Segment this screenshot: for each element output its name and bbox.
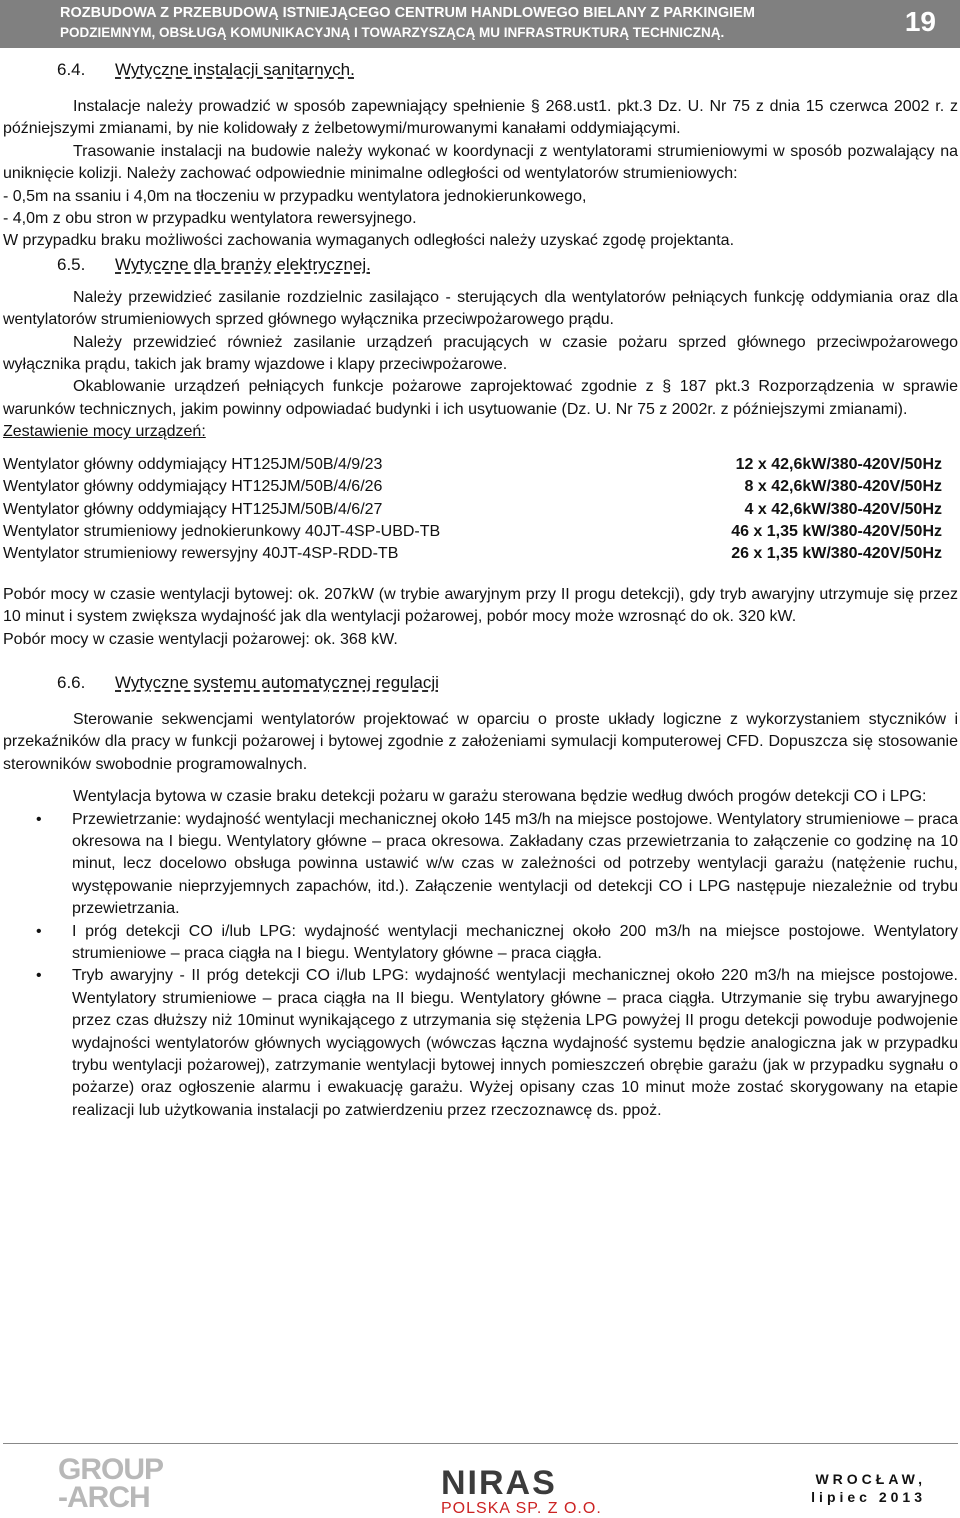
paragraph: Instalacje należy prowadzić w sposób zapewniający spełnienie § 268.ust1. pkt.3 Dz. U. Nr 75 z dnia 15 czerwca 2002 r. z późniejszymi zmianami, by nie kolidowały z żelbetowymi/murowanymi kanałami oddymiającymi. bbox=[3, 98, 958, 138]
bullet-icon: • bbox=[36, 810, 42, 828]
power-table bbox=[3, 454, 958, 566]
logo-text: GROUP bbox=[58, 1453, 164, 1486]
section-heading-6-6 bbox=[3, 671, 958, 695]
document-body bbox=[3, 58, 958, 1122]
device-power: 26 x 1,35 kW/380-420V/50Hz bbox=[731, 545, 942, 563]
city-name: WROCŁAW, bbox=[815, 1471, 926, 1487]
list-item-text: Przewietrzanie: wydajność wentylacji mechanicznej około 145 m3/h na miejsce postojowe. Wentylatory strumieniowe – praca okresowa na I biegu. Wentylatory główne – praca okresowa. Zakładany czas przewietrzania to załączenie co godzinę na 10 minut, lecz docelowo obsługa powinna ustawić w/w czas w zależności od potrzeby wentylacji garażu (natężenie ruchu, występowanie nieprzyjemnych zapachów, itd.). Załączenie wentylacji od detekcji CO i LPG następuje niezależnie od trybu przewietrzania. bbox=[72, 810, 958, 918]
paragraph: Wentylacja bytowa w czasie braku detekcji pożaru w garażu sterowana będzie według dwóch progów detekcji CO i LPG: bbox=[73, 788, 927, 806]
logo-text: NIRAS bbox=[441, 1464, 557, 1502]
header-title bbox=[60, 3, 880, 43]
footer-divider bbox=[3, 1443, 958, 1444]
device-name: Wentylator główny oddymiający HT125JM/50B/4/6/26 bbox=[3, 478, 383, 496]
device-power: 8 x 42,6kW/380-420V/50Hz bbox=[744, 478, 942, 496]
paragraph: Pobór mocy w czasie wentylacji pożarowej: ok. 368 kW. bbox=[3, 630, 398, 648]
logo-subtext: POLSKA SP. Z O.O. bbox=[441, 1500, 602, 1517]
page-number: 19 bbox=[904, 6, 936, 37]
section-title: Wytyczne dla branży elektrycznej. bbox=[115, 254, 371, 274]
paragraph: Należy przewidzieć zasilanie rozdzielnic zasilająco - sterujących dla wentylatorów pełniących funkcję oddymiania oraz dla wentylatorów strumieniowych sprzed głównego wyłącznika przeciwpożarowego prądu. bbox=[3, 288, 958, 329]
device-name: Wentylator główny oddymiający HT125JM/50B/4/9/23 bbox=[3, 455, 383, 473]
paragraph: Pobór mocy w czasie wentylacji bytowej: ok. 207kW (w trybie awaryjnym przy II progu detekcji), gdy tryb awaryjny utrzymuje się przez 10 minut i system zwiększa wydajność jak dla wentylacji pożarowej, pobór mocy może wzrosnąć do ok. 320 kW. bbox=[3, 585, 958, 626]
detection-modes-list bbox=[3, 809, 958, 1123]
niras-logo bbox=[441, 1466, 602, 1518]
paragraph: Trasowanie instalacji na budowie należy wykonać w koordynacji z wentylatorami strumieniowymi w sposób pozwalający na uniknięcie kolizji. Należy zachować odpowiednie minimalne odległości od wentylatorów strumieniowych: bbox=[3, 142, 958, 183]
list-item bbox=[3, 809, 958, 921]
document-date: lipiec 2013 bbox=[811, 1489, 926, 1505]
logo-text: -ARCH bbox=[58, 1481, 150, 1514]
list-line: - 4,0m z obu stron w przypadku wentylatora rewersyjnego. bbox=[3, 210, 417, 228]
place-and-date bbox=[811, 1470, 926, 1506]
section-title: Wytyczne instalacji sanitarnych. bbox=[115, 60, 355, 79]
section-title: Wytyczne systemu automatycznej regulacji bbox=[115, 672, 439, 692]
section-heading-6-4 bbox=[3, 58, 958, 82]
paragraph: W przypadku braku możliwości zachowania wymaganych odległości należy uzyskać zgodę projektanta. bbox=[3, 232, 735, 250]
table-row bbox=[3, 476, 958, 498]
paragraph: Okablowanie urządzeń pełniących funkcje pożarowe zaprojektować zgodnie z § 187 pkt.3 Rozporządzenia w sprawie warunków technicznych, jakim powinny odpowiadać budynki i ich usytuowanie (Dz. U. Nr 75 z 2002r. z późniejszymi zmianami). bbox=[3, 378, 958, 418]
list-item bbox=[3, 921, 958, 966]
section-number: 6.4. bbox=[57, 60, 86, 79]
power-list-title: Zestawienie mocy urządzeń: bbox=[3, 423, 206, 441]
device-name: Wentylator strumieniowy jednokierunkowy 40JT-4SP-UBD-TB bbox=[3, 522, 441, 540]
list-item-text: I próg detekcji CO i/lub LPG: wydajność wentylacji mechanicznej około 200 m3/h na miejsce postojowe. Wentylatory strumieniowe – praca ciągła na I biegu. Wentylatory główne – praca ciągła. bbox=[72, 922, 958, 962]
device-name: Wentylator główny oddymiający HT125JM/50B/4/6/27 bbox=[3, 500, 383, 518]
table-row bbox=[3, 543, 958, 565]
section-heading-6-5 bbox=[3, 253, 958, 277]
device-name: Wentylator strumieniowy rewersyjny 40JT-4SP-RDD-TB bbox=[3, 545, 399, 563]
paragraph: Należy przewidzieć również zasilanie urządzeń pracujących w czasie pożaru sprzed głównego przeciwpożarowego wyłącznika prądu, takich jak bramy wjazdowe i klapy przeciwpożarowe. bbox=[3, 333, 958, 374]
device-power: 46 x 1,35 kW/380-420V/50Hz bbox=[731, 522, 942, 540]
header-title-line2: PODZIEMNYM, OBSŁUGĄ KOMUNIKACYJNĄ I TOWARZYSZĄCĄ MU INFRASTRUKTURĄ TECHNICZNĄ. bbox=[60, 25, 725, 40]
table-row bbox=[3, 499, 958, 521]
bullet-icon: • bbox=[36, 922, 42, 940]
header-title-line1: ROZBUDOWA Z PRZEBUDOWĄ ISTNIEJĄCEGO CENTRUM HANDLOWEGO BIELANY Z PARKINGIEM bbox=[60, 5, 755, 21]
group-arch-logo bbox=[58, 1453, 178, 1514]
device-power: 12 x 42,6kW/380-420V/50Hz bbox=[735, 455, 942, 473]
table-row bbox=[3, 454, 958, 476]
paragraph: Sterowanie sekwencjami wentylatorów projektować w oparciu o proste układy logiczne z wykorzystaniem styczników i przekaźników dla pracy w funkcji pożarowej i bytowej zgodnie z założeniami symulacji komputerowej CFD. Dopuszcza się stosowanie sterowników swobodnie programowalnych. bbox=[3, 710, 958, 773]
section-number: 6.5. bbox=[57, 254, 86, 274]
section-number: 6.6. bbox=[57, 672, 86, 692]
list-item bbox=[3, 965, 958, 1122]
bullet-icon: • bbox=[36, 967, 42, 985]
page-header bbox=[0, 0, 960, 48]
table-row bbox=[3, 521, 958, 543]
list-line: - 0,5m na ssaniu i 4,0m na tłoczeniu w przypadku wentylatora jednokierunkowego, bbox=[3, 187, 587, 205]
list-item-text: Tryb awaryjny - II próg detekcji CO i/lub LPG: wydajność wentylacji mechanicznej około 220 m3/h na miejsce postojowe. Wentylatory strumieniowe – praca ciągła na II biegu. Wentylatory główne – praca ciągła. Utrzymanie się trybu awaryjnego przez czas dłuższy niż 10minut wynikającego z utrzymania się stężenia LPG powyżej II progu detekcji powoduje podwojenie wydajności wentylatorów głównych wyciągowych (wówczas łączna wydajność systemu będzie analogiczna jak w przypadku trybu wentylacji pożarowej), zatrzymanie wentylacji bytowej innych pomieszczeń obrębie garażu (jak w przypadku sygnału o pożarze) oraz ogłoszenie alarmu i ewakuację garażu. Wyżej opisany czas 10 minut może zostać skorygowany na etapie realizacji lub użytkowania instalacji po zatwierdzeniu przez rzeczoznawcę ds. ppoż. bbox=[72, 967, 958, 1119]
device-power: 4 x 42,6kW/380-420V/50Hz bbox=[744, 500, 942, 518]
